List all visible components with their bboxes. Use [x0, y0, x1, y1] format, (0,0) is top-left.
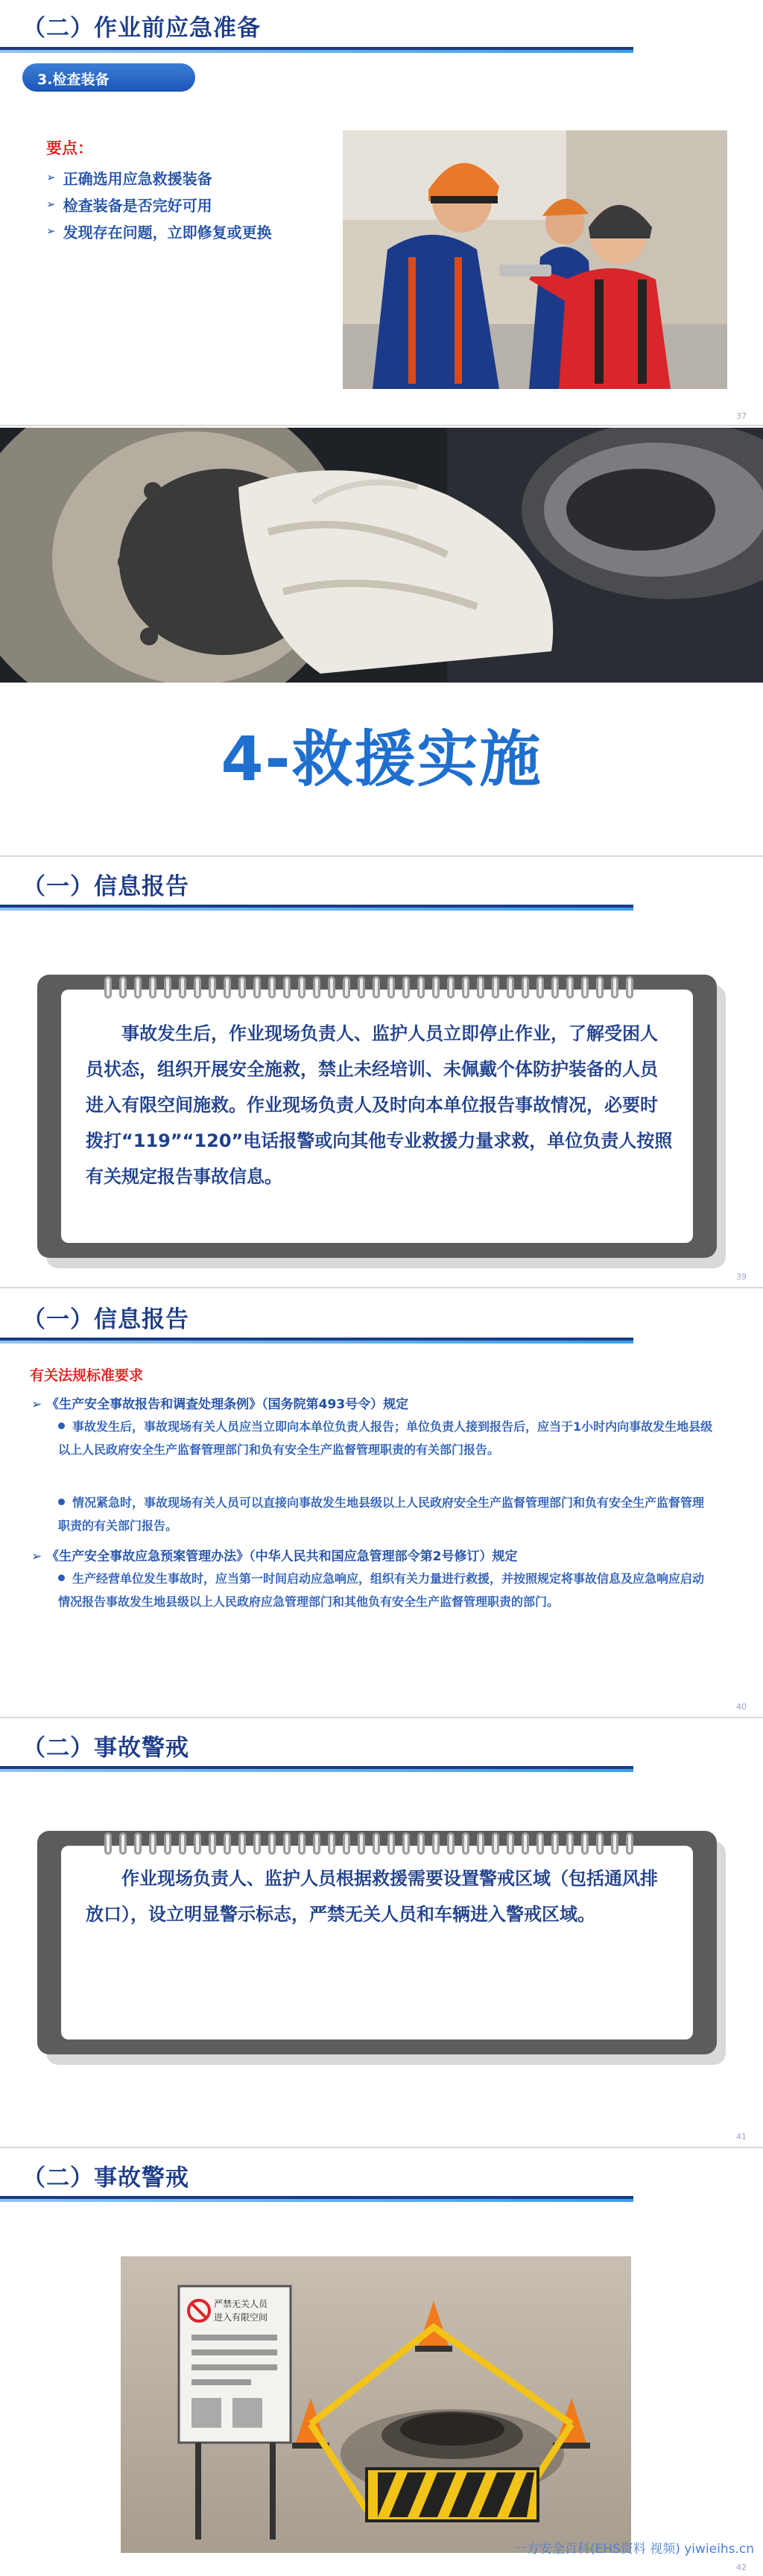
notebook-rings [104, 1832, 633, 1855]
slide-equipment-check [0, 0, 763, 426]
slide-info-report-1 [0, 858, 763, 1288]
title-underline [0, 1766, 633, 1772]
notebook-card [37, 1831, 717, 2054]
page-number: 41 [736, 2132, 747, 2142]
warning-zone-illustration [121, 2256, 631, 2553]
rescue-workers-photo [343, 130, 727, 389]
notebook-card [37, 975, 717, 1258]
dot-bullet-icon [58, 1499, 65, 1505]
title-underline [0, 905, 633, 911]
regulation-title: ➢ 《生产安全事故应急预案管理办法》（中华人民共和国应急管理部令第2号修订）规定 [31, 1549, 518, 1564]
key-points-list [46, 164, 272, 244]
slide-rescue-implementation [0, 428, 763, 857]
section-title: （一）信息报告 [22, 873, 189, 900]
svg-text:严禁无关人员: 严禁无关人员 [214, 2299, 268, 2309]
arrow-bullet-icon: ➢ [31, 1549, 47, 1564]
page-number: 37 [736, 411, 747, 421]
regulation-item: 情况紧急时，事故现场有关人员可以直接向事故发生地县级以上人民政府安全生产监督管理部门和负有安全生产监督管理职责的有关部门报告。 [58, 1496, 705, 1533]
regulation-item: 生产经营单位发生事故时，应当第一时间启动应急响应，组织有关力量进行救援，并按照规定将事故信息及应急响应启动情况报告事故发生地县级以上人民政府应急管理部门和其他负有安全生产监督管理职责的部门。 [58, 1572, 705, 1609]
subsection-pill: 3.检查装备 [22, 63, 195, 92]
list-item: ➢ 发现存在问题，立即修复或更换 [46, 223, 272, 241]
section-title: （二）事故警戒 [22, 1735, 189, 1762]
title-underline [0, 47, 633, 53]
chapter-title: 4-救援实施 [221, 724, 542, 795]
section-title: （二）事故警戒 [22, 2165, 189, 2192]
arrow-bullet-icon: ➢ [46, 224, 56, 238]
dot-bullet-icon [58, 1423, 65, 1429]
card-text: 作业现场负责人、监护人员根据救援需要设置警戒区域（包括通风排放口），设立明显警示标志，严禁无关人员和车辆进入警戒区域。 [86, 1868, 658, 1925]
section-title: （一）信息报告 [22, 1306, 189, 1333]
page-number: 42 [736, 2563, 747, 2572]
list-item: ➢ 检查装备是否完好可用 [46, 196, 212, 215]
regulation-title: ➢ 《生产安全事故报告和调查处理条例》（国务院第493号令）规定 [31, 1397, 409, 1412]
dot-bullet-icon [58, 1575, 65, 1581]
card-text: 事故发生后，作业现场负责人、监护人员立即停止作业，了解受困人员状态，组织开展安全施救，禁止未经培训、未佩戴个体防护装备的人员进入有限空间施救。作业现场负责人及时向本单位报告事故情况，必要时拨打“119”“120”电话报警或向其他专业救援力量求救，单位负责人按照有关规定报告事故信息。 [86, 1023, 673, 1187]
regulation-item: 事故发生后，事故现场有关人员应当立即向本单位负责人报告；单位负责人接到报告后，应当于1小时内向事故发生地县级以上人民政府安全生产监督管理部门和负有安全生产监督管理职责的有关部门报告。 [58, 1420, 713, 1457]
page-number: 39 [736, 1272, 747, 1282]
slide-accident-cordon-2 [0, 2150, 763, 2576]
arrow-bullet-icon: ➢ [46, 197, 56, 211]
slide-accident-cordon-1 [0, 1720, 763, 2148]
arrow-bullet-icon: ➢ [31, 1397, 47, 1412]
section-title: （二）作业前应急准备 [22, 15, 261, 42]
requirements-title: 有关法规标准要求 [30, 1367, 144, 1384]
key-points-title: 要点： [46, 139, 93, 157]
title-underline [0, 2196, 633, 2202]
title-underline [0, 1338, 633, 1344]
confined-space-photo [0, 428, 763, 683]
notebook-rings [104, 976, 633, 999]
arrow-bullet-icon: ➢ [46, 171, 56, 184]
watermark: 一方安全百科(EHS资料 视频) yiwieihs.cn [513, 2542, 754, 2557]
page-number: 40 [736, 1702, 747, 1712]
slide-info-report-2 [0, 1290, 763, 1718]
svg-text:进入有限空间: 进入有限空间 [214, 2312, 268, 2323]
list-item: ➢ 正确选用应急救援装备 [46, 169, 212, 188]
